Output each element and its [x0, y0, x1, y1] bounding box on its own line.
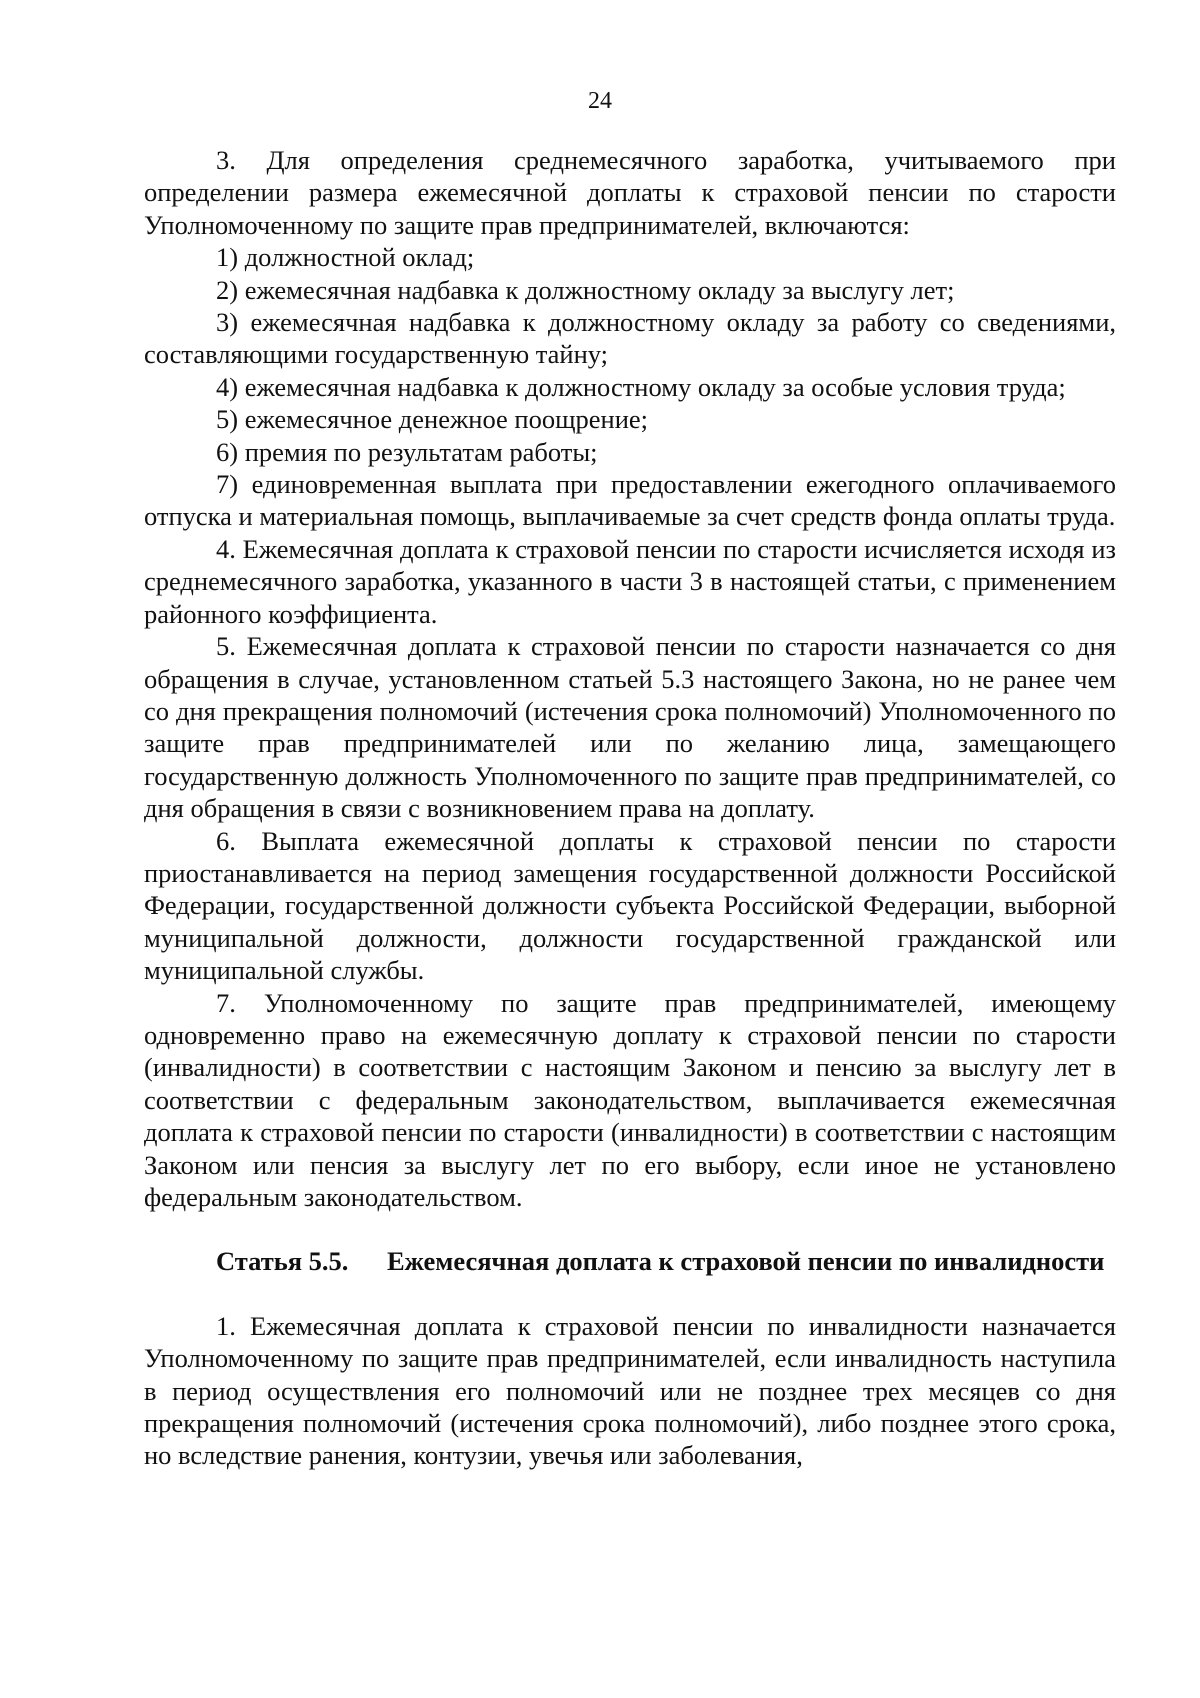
list-item: 3) ежемесячная надбавка к должностному окладу за работу со сведениями, составляющими государственную тайну;: [144, 307, 1116, 370]
document-body: [144, 144, 1116, 1472]
list-item: 7) единовременная выплата при предоставлении ежегодного оплачиваемого отпуска и материальная помощь, выплачиваемые за счет средств фонда оплаты труда.: [144, 469, 1116, 532]
paragraph: 3. Для определения среднемесячного заработка, учитываемого при определении размера ежемесячной доплаты к страховой пенсии по старости Уполномоченному по защите прав предпринимателей, включаются:: [144, 145, 1116, 240]
paragraph: 6. Выплата ежемесячной доплаты к страховой пенсии по старости приостанавливается на период замещения государственной должности Российской Федерации, государственной должности субъекта Российской Федерации, выборной муниципальной должности, должности государственной гражданской или муниципальной службы.: [144, 825, 1116, 986]
list-item: 1) должностной оклад;: [216, 242, 475, 273]
article-heading: [144, 1245, 1116, 1277]
article-title: Ежемесячная доплата к страховой пенсии по инвалидности: [387, 1246, 1105, 1277]
page-number: 24: [588, 88, 612, 114]
list-item: 2) ежемесячная надбавка к должностному окладу за выслугу лет;: [216, 274, 955, 305]
paragraph: 1. Ежемесячная доплата к страховой пенсии по инвалидности назначается Уполномоченному по защите прав предпринимателей, если инвалидность наступила в период осуществления его полномочий или не позднее трех месяцев со дня прекращения полномочий (истечения срока полномочий), либо позднее этого срока, но вследствие ранения, контузии, увечья или заболевания,: [144, 1310, 1116, 1471]
paragraph: 4. Ежемесячная доплата к страховой пенсии по старости исчисляется исходя из среднемесячного заработка, указанного в части 3 в настоящей статьи, с применением районного коэффициента.: [144, 533, 1116, 629]
article-number: Статья 5.5.: [216, 1246, 349, 1277]
paragraph: 5. Ежемесячная доплата к страховой пенсии по старости назначается со дня обращения в случае, установленном статьей 5.3 настоящего Закона, но не ранее чем со дня прекращения полномочий (истечения срока полномочий) Уполномоченного по защите прав предпринимателей или по желанию лица, замещающего государственную должность Уполномоченного по защите прав предпринимателей, со дня обращения в связи с возникновением права на доплату.: [144, 631, 1116, 824]
list-item: 6) премия по результатам работы;: [216, 436, 598, 467]
list-item: 5) ежемесячное денежное поощрение;: [216, 404, 649, 435]
paragraph: 7. Уполномоченному по защите прав предпринимателей, имеющему одновременно право на ежемесячную доплату к страховой пенсии по старости (инвалидности) в соответствии с настоящим Законом и пенсию за выслугу лет в соответствии с федеральным законодательством, выплачивается ежемесячная доплата к страховой пенсии по старости (инвалидности) в соответствии с настоящим Законом или пенсия за выслугу лет по его выбору, если иное не установлено федеральным законодательством.: [144, 987, 1116, 1212]
list-item: 4) ежемесячная надбавка к должностному окладу за особые условия труда;: [216, 371, 1066, 402]
